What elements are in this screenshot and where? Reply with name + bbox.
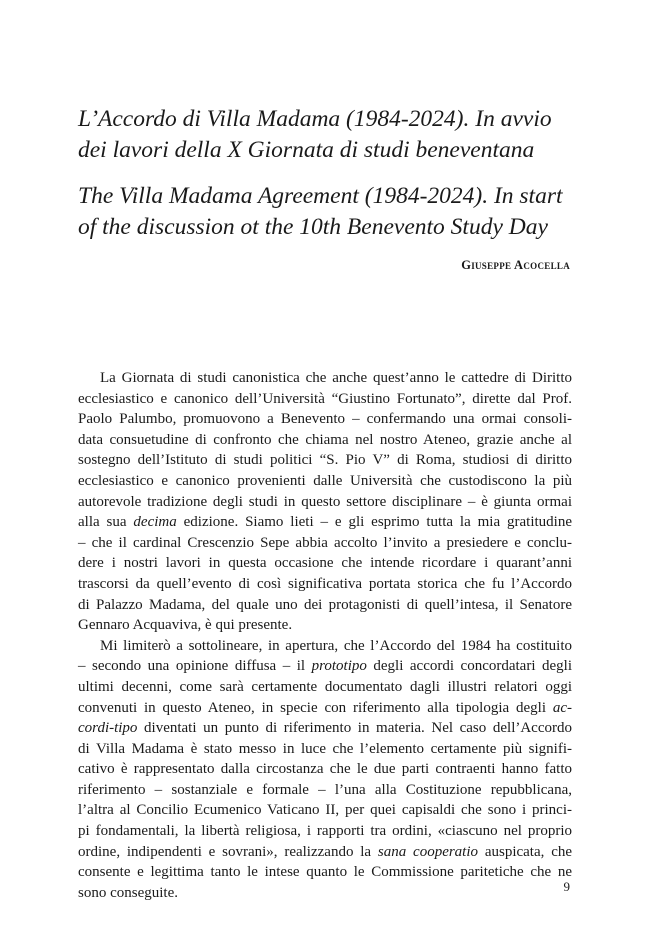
- title-english-line-2: of the discussion ot the 10th Benevento Study Day: [78, 214, 548, 240]
- paragraph2-line: convenuti in questo Ateneo, in specie con riferimento alla tipologia degli ac-: [78, 699, 572, 716]
- paragraph2-line: ordine, indipendenti e sovrani», realizzando la sana cooperatio auspicata, che: [78, 843, 573, 860]
- paragraph1-line: ecclesiastico e canonico dell’Università “Giustino Fortunato”, dirette dal Prof.: [78, 390, 572, 407]
- paragraph1-line: di Palazzo Madama, del quale uno dei protagonisti di quell’intesa, il Senatore: [78, 596, 572, 613]
- title-english-line-1: The Villa Madama Agreement (1984-2024). In start: [78, 183, 563, 209]
- page-number: 9: [563, 879, 570, 894]
- italic-term: ac-: [552, 699, 572, 716]
- body-text: [78, 368, 572, 903]
- title-english: [78, 181, 578, 243]
- italic-term: sana cooperatio: [377, 843, 479, 860]
- paragraph2-line: ultimi decenni, come sarà certamente documentato dagli illustri relatori oggi: [78, 678, 572, 695]
- title-italian-line-1: L’Accordo di Villa Madama (1984-2024). In avvio: [78, 106, 552, 132]
- paragraph1-line: trascorsi da quell’evento di così significativa portata storica che fu l’Accordo: [78, 575, 572, 592]
- paragraph-1: [78, 368, 572, 636]
- paragraph1-line: La Giornata di studi canonistica che anche quest’anno le cattedre di Diritto: [100, 370, 572, 386]
- paragraph2-line: Mi limiterò a sottolineare, in apertura, che l’Accordo del 1984 ha costituito: [100, 637, 572, 654]
- paragraph2-line: l’altra al Concilio Ecumenico Vaticano II, per quei capisaldi che sono i princi-: [78, 802, 572, 819]
- paragraph2-line: cativo è rappresentato dalla circostanza che le due parti contraenti hanno fatto: [78, 761, 572, 778]
- paragraph2-line: – secondo una opinione diffusa – il prototipo degli accordi concordatari degli: [78, 658, 573, 675]
- paragraph1-line: autorevole tradizione degli studi in questo settore disciplinare – è giunta ormai: [78, 493, 572, 510]
- paragraph2-line: cordi-tipo diventati un punto di riferimento in materia. Nel caso dell’Accordo: [78, 720, 572, 737]
- paragraph2-line: di Villa Madama è stato messo in luce che l’elemento certamente più signifi-: [78, 740, 572, 757]
- paragraph1-line: ecclesiastico e canonico provenienti dalle Università che custodiscono la più: [78, 472, 572, 489]
- paragraph1-line: Gennaro Acquaviva, è qui presente.: [78, 617, 293, 634]
- italic-term: decima: [133, 514, 177, 531]
- paragraph1-line: data consuetudine di confronto che chiama nel nostro Ateneo, grazie anche al: [78, 431, 572, 448]
- paragraph1-line: alla sua decima edizione. Siamo lieti – e gli esprimo tutta la mia gratitudine: [78, 514, 572, 531]
- paragraph2-line: pi fondamentali, la libertà religiosa, i rapporti tra ordini, «ciascuno nel proprio: [78, 823, 572, 840]
- paragraph2-line: riferimento – sostanziale e formale – l’una alla Costituzione repubblicana,: [78, 781, 572, 798]
- italic-term: cordi-tipo: [78, 720, 138, 737]
- paragraph2-line: consente e legittima tanto le intese quanto le Commissione paritetiche che ne: [78, 864, 572, 881]
- paragraph1-line: dere i nostri lavori in questa occasione che intende ricordare i quarant’anni: [78, 555, 572, 572]
- paragraph1-line: sostegno dell’Istituto di studi politici “S. Pio V” di Roma, studiosi di diritto: [78, 452, 572, 469]
- paragraph-2: [78, 636, 572, 904]
- italic-term: prototipo: [311, 658, 367, 675]
- title-italian-line-2: dei lavori della X Giornata di studi beneventana: [78, 137, 535, 163]
- author-name: Giuseppe Acocella: [461, 258, 570, 272]
- paragraph1-line: – che il cardinal Crescenzio Sepe abbia accolto l’invito a presiedere e conclu-: [78, 534, 572, 551]
- paragraph2-line: sono conseguite.: [78, 884, 178, 901]
- title-italian: [78, 104, 578, 166]
- paragraph1-line: Paolo Palumbo, promuovono a Benevento – confermando una ormai consoli-: [78, 411, 572, 428]
